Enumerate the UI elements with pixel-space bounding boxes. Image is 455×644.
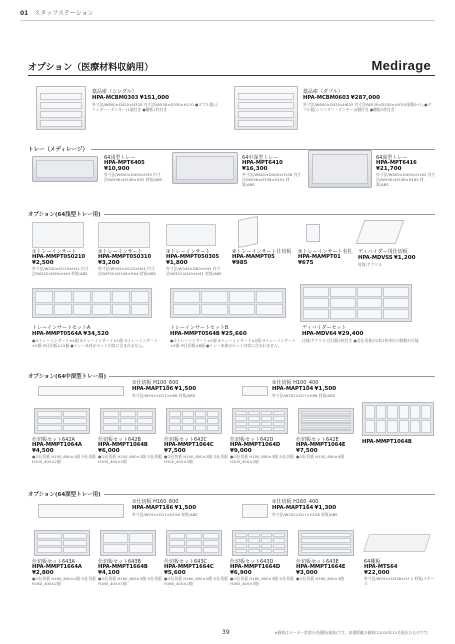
product-price: ¥1,300 (314, 505, 337, 512)
insert-2-image (98, 222, 150, 248)
mid-divider-1-image (38, 386, 124, 396)
mid-set-a-image (34, 408, 90, 434)
title-rule (28, 75, 435, 76)
mid-set-photo-info (362, 440, 434, 445)
page-header (20, 8, 94, 17)
product-spec: ●①トレーインサート×2個 ②トレーインサート×2個 ③トレーインサート×3個 ④仕切板×6個 ●トレー本体がセット内容に含まれません。 (170, 337, 296, 348)
double-cabinet-image (234, 86, 298, 130)
product-price: ¥21,700 (376, 165, 402, 172)
product-spec: 外寸法/W240×D110×H41 内寸法/W220×D99×H49 材質/ABS (32, 265, 89, 277)
product-spec: 外寸法/W352×D17×H158 材質/ABS (272, 511, 338, 517)
product-code: HPA-MMPT1064A (32, 442, 82, 449)
insert-set-a-image (32, 288, 152, 318)
insert-3-image (166, 224, 216, 246)
divider-size: H100_400 (293, 380, 319, 386)
product-code: HPA-MMPT1664E (296, 564, 346, 571)
product-spec: 材質/アクリル (358, 261, 382, 267)
product-name: 仕切板セット642A (32, 437, 75, 443)
product-code: HPA-MDVSS (358, 255, 393, 262)
product-code: HPA-MMPT1064E (296, 442, 346, 449)
product-price: ¥6,900 (230, 569, 252, 576)
mid-set-photo-image (362, 402, 434, 436)
brand-name: Medirage (371, 58, 431, 73)
product-name: 64棚板 (364, 559, 381, 565)
divider-label: ②仕切板 (272, 380, 292, 386)
product-name: 64中深型トレー (242, 155, 279, 161)
header-rule (20, 20, 435, 21)
divider-set-image (300, 284, 412, 322)
band-label-inserts: オプション(64浅型トレー用) (28, 210, 104, 218)
product-code: HPA-MDV64 (302, 331, 337, 338)
insert-5-info (298, 250, 360, 266)
band-label-mid-dividers: オプション(64中深型トレー用) (28, 372, 109, 380)
tray-6410-image (172, 152, 238, 184)
product-code: HPA-MAPT164 (272, 505, 314, 512)
page-title: オプション（医療材料収納用） (28, 63, 154, 73)
product-spec: 外寸法/W345×D120×H41 内寸法/W330×D106×H44 材質/ABS (98, 265, 156, 277)
product-spec: 外寸法/W552×D336×H7.2 材質/スチール (364, 575, 435, 587)
mid-divider-2-info (272, 381, 382, 398)
product-price: ¥287,000 (350, 95, 381, 102)
divider-plate-info (358, 250, 436, 267)
shelf-board-image (363, 534, 431, 552)
product-spec: ●①仕切板 H100_600×5個 (296, 453, 344, 459)
product-code: HPA-MCBM0603 (303, 95, 350, 102)
deep-set-c-info (164, 560, 230, 586)
insert-3-info (166, 250, 228, 276)
product-price: ¥29,400 (337, 331, 364, 338)
product-code: HPA-MMPT1664A (32, 564, 82, 571)
single-cabinet-image (36, 86, 86, 130)
product-code: HPA-MMPT1664C (164, 564, 214, 571)
divider-label: ①仕切板 (132, 499, 152, 505)
product-name: 仕切板セット643D (230, 559, 274, 565)
mid-set-e-info (296, 438, 362, 459)
product-spec: ●①仕切板 H100_600×2個 ②仕切板 H100_400×3個 (164, 453, 228, 465)
product-name: トレーインサートセットB (170, 325, 229, 331)
product-price: ¥1,200 (393, 255, 416, 262)
product-price: ¥3,000 (296, 569, 318, 576)
product-price: ¥2,800 (32, 569, 54, 576)
product-spec: ●①仕切板 H160_600×3個 (296, 575, 344, 581)
product-spec: 外寸法/W600×D420×H325 内寸法/W530×D330×H170 ●ダブル錠(シリンダー・テンキー)1個付き ●棚板1枚付き (92, 101, 219, 112)
product-name: 仕切板セット642E (296, 437, 339, 443)
product-name: ②トレーインサート (98, 249, 143, 255)
deep-set-b-info (98, 560, 164, 586)
product-spec: ●①仕切板 H160_600×3個 ②仕切板 H160_400×3個 (230, 575, 294, 587)
deep-divider-2-image (242, 504, 268, 518)
product-name: 仕切板セット642D (230, 437, 274, 443)
product-code: HPA-MMPT1664B (98, 564, 148, 571)
deep-set-d-info (230, 560, 296, 586)
product-name: 仕切板セット643A (32, 559, 75, 565)
product-spec: 外寸法/W552×D17×H158 材質/ABS (132, 511, 198, 517)
divider-set-info (302, 326, 436, 343)
product-name: 薬品庫（ダブル） (303, 89, 343, 95)
product-spec: 外寸法/W600×D400×H55 内寸法/W536×D336×H52 材質/ABS (104, 171, 162, 183)
product-price: ¥1,500 (174, 386, 197, 393)
product-code: HPA-MPT6416 (376, 160, 417, 167)
product-spec: 外寸法/W600×D400×H108 内寸法/W536×D336×H102 材質/ABS (242, 171, 302, 188)
product-price: ¥985 (232, 259, 248, 266)
product-name: 64浅型トレー (104, 155, 136, 161)
divider-size: H160_400 (293, 499, 319, 505)
product-name: ①トレーインサート (32, 249, 77, 255)
mid-divider-2-image (242, 386, 268, 396)
band-label-trays: トレー（メディレージ） (28, 145, 91, 153)
product-code: HPA-MMPT1064B (98, 442, 148, 449)
product-price: ¥25,660 (221, 331, 247, 338)
product-code: HPA-MMPT1664D (230, 564, 281, 571)
product-name: トレーインサートセットA (32, 325, 91, 331)
product-name: 仕切板セット642C (164, 437, 208, 443)
product-code: HPA-MAPT104 (272, 386, 314, 393)
product-name: ディバイダーセット (302, 325, 347, 331)
product-code: HPA-MAPT106 (132, 386, 174, 393)
divider-label: ①仕切板 (132, 380, 152, 386)
product-price: ¥4,500 (32, 447, 54, 454)
mid-set-e-image (298, 408, 354, 434)
product-name: 薬品庫（シングル） (92, 89, 137, 95)
insert-2-info (98, 250, 160, 276)
product-spec: ●①仕切板 H100_600×2個 ②仕切板 H100_400×2個 (98, 453, 162, 465)
product-spec: 外寸法/W552×D17×H98 材質/ABS (132, 392, 196, 398)
product-code: HPA-MMPT0564B (170, 331, 220, 338)
product-code: HPA-MMPT050210 (32, 254, 86, 261)
product-spec: 外寸法/W345×D60×H41 内寸法/W322×D45×H41 材質/ABS (166, 265, 222, 277)
tray-6416-info (376, 156, 436, 188)
page-number: 39 (222, 629, 230, 636)
page-section-number: 01 (20, 10, 29, 17)
product-spec: ●①トレーインサート×4個 ②トレーインサート×1個 ③トレーインサート×2個 ④仕切板×12個 ●トレー本体がセット内容に含まれません。 (32, 337, 158, 348)
tray-6405-info (104, 156, 164, 182)
product-name: 仕切板セット643E (296, 559, 339, 565)
product-code: HPA-MCBM0303 (92, 95, 139, 102)
insert-set-a-info (32, 326, 162, 348)
insert-set-b-image (170, 288, 286, 318)
product-spec: ●①仕切板 H160_600×2個 ②仕切板 H160_400×2個 (164, 575, 228, 587)
product-code: HPA-MAMPT01 (298, 254, 341, 261)
product-code: HPA-MAMPT05 (232, 254, 275, 261)
product-spec: 外寸法/W600×D420×H625 内寸法/W530×D330×H470(扉側から) ●ダブル錠(シリンダー・テンキー)2個付き ●棚板1枚付き (303, 101, 432, 112)
shelf-board-info (364, 560, 436, 586)
product-code: HPA-MAPT166 (132, 505, 174, 512)
divider-plate-image (356, 220, 405, 244)
product-price: ¥2,500 (32, 259, 54, 266)
product-spec: ●①仕切板 H160_600×2個 ②仕切板 H160_400×1個 (98, 575, 162, 587)
band-label-deep-dividers: オプション(64深型トレー用) (28, 490, 104, 498)
tray-6410-info (242, 156, 302, 188)
product-spec: ●①仕切板 H160_600×1個 ②仕切板 H160_400×2個 (32, 575, 96, 587)
product-name: ③トレーインサート (166, 249, 211, 255)
page-section-title: スタッフステーション (34, 10, 94, 17)
product-name: 仕切板セット643C (164, 559, 208, 565)
product-code: HPA-MMPT1064D (230, 442, 281, 449)
product-name: 仕切板セット642B (98, 437, 141, 443)
deep-set-a-image (34, 530, 90, 556)
product-name: ⑤トレーインサート名札 (298, 249, 353, 255)
product-spec: 仕様/アクリル 仕切板2枚付き ●各仕切板が2枚1枚単位の移動が可能 (302, 337, 419, 343)
mid-set-d-image (232, 408, 288, 434)
product-price: ¥4,100 (98, 569, 120, 576)
product-code: HPA-MMPT050305 (166, 254, 220, 261)
product-name: 64深型トレー (376, 155, 408, 161)
divider-size: H100_600 (153, 380, 179, 386)
deep-set-b-image (100, 530, 156, 556)
product-code: HPA-MMPT050310 (98, 254, 152, 261)
product-price: ¥151,000 (139, 95, 170, 102)
product-price: ¥10,900 (104, 165, 130, 172)
product-price: ¥3,200 (98, 259, 120, 266)
product-price: ¥1,500 (314, 386, 337, 393)
product-spec: 外寸法/W352×D17×H98 材質/ABS (272, 392, 336, 398)
product-price: ¥5,600 (164, 569, 186, 576)
product-code: HPA-MTS64 (364, 564, 398, 571)
product-price: ¥34,520 (83, 331, 109, 338)
product-code: HPA-MMPT1064B (362, 439, 412, 445)
product-name: ④トレーインサート仕切板 (232, 249, 292, 255)
product-price: ¥1,500 (174, 505, 197, 512)
tray-6405-image (32, 156, 98, 182)
product-spec: ●①仕切板 H100_600×1個 ②仕切板 H100_400×2個 (32, 453, 96, 465)
mid-set-c-info (164, 438, 230, 464)
deep-divider-2-info (272, 500, 382, 517)
insert-4-info (232, 250, 298, 266)
product-price: ¥16,300 (242, 165, 268, 172)
tray-6416-image (308, 150, 372, 188)
product-spec: 外寸法/W600×D400×H162 内寸法/W536×D336×H162 材質/ABS (376, 171, 436, 188)
product-price: ¥675 (298, 259, 314, 266)
product-name: 仕切板セット643B (98, 559, 141, 565)
insert-1-image (32, 222, 84, 248)
single-cabinet-info (92, 90, 222, 112)
product-name: ディバイダー用仕切板 (358, 249, 408, 255)
deep-set-d-image (232, 530, 288, 556)
mid-set-a-info (32, 438, 98, 464)
product-price: ¥7,500 (164, 447, 186, 454)
product-code: HPA-MPT6410 (242, 160, 283, 167)
insert-divider-image (238, 216, 258, 248)
deep-set-c-image (166, 530, 222, 556)
divider-size: H160_600 (153, 499, 179, 505)
mid-divider-1-info (132, 381, 232, 398)
product-price: ¥22,000 (364, 569, 390, 576)
deep-set-a-info (32, 560, 98, 586)
product-price: ¥7,500 (296, 447, 318, 454)
product-price: ¥9,000 (230, 447, 252, 454)
product-code: HPA-MMPT0564A (32, 331, 82, 338)
footer-note: ※価格はメーカー希望小売価格(税抜)です。本書掲載の価格は2020年12月現在のものです。 (274, 630, 431, 635)
product-spec: ●①仕切板 H100_600×3個 ②仕切板 H100_400×3個 (230, 453, 294, 465)
deep-divider-1-image (38, 504, 124, 518)
product-price: ¥1,800 (166, 259, 188, 266)
double-cabinet-info (303, 90, 433, 112)
mid-set-b-image (100, 408, 156, 434)
mid-set-c-image (166, 408, 222, 434)
mid-set-b-info (98, 438, 164, 464)
deep-set-e-image (298, 530, 354, 556)
product-price: ¥6,000 (98, 447, 120, 454)
deep-set-e-info (296, 560, 362, 581)
deep-divider-1-info (132, 500, 232, 517)
product-code: HPA-MPT6405 (104, 160, 145, 167)
insert-set-b-info (170, 326, 298, 348)
insert-1-info (32, 250, 94, 276)
mid-set-d-info (230, 438, 296, 464)
insert-nametag-image (306, 224, 320, 242)
divider-label: ②仕切板 (272, 499, 292, 505)
product-code: HPA-MMPT1064C (164, 442, 214, 449)
